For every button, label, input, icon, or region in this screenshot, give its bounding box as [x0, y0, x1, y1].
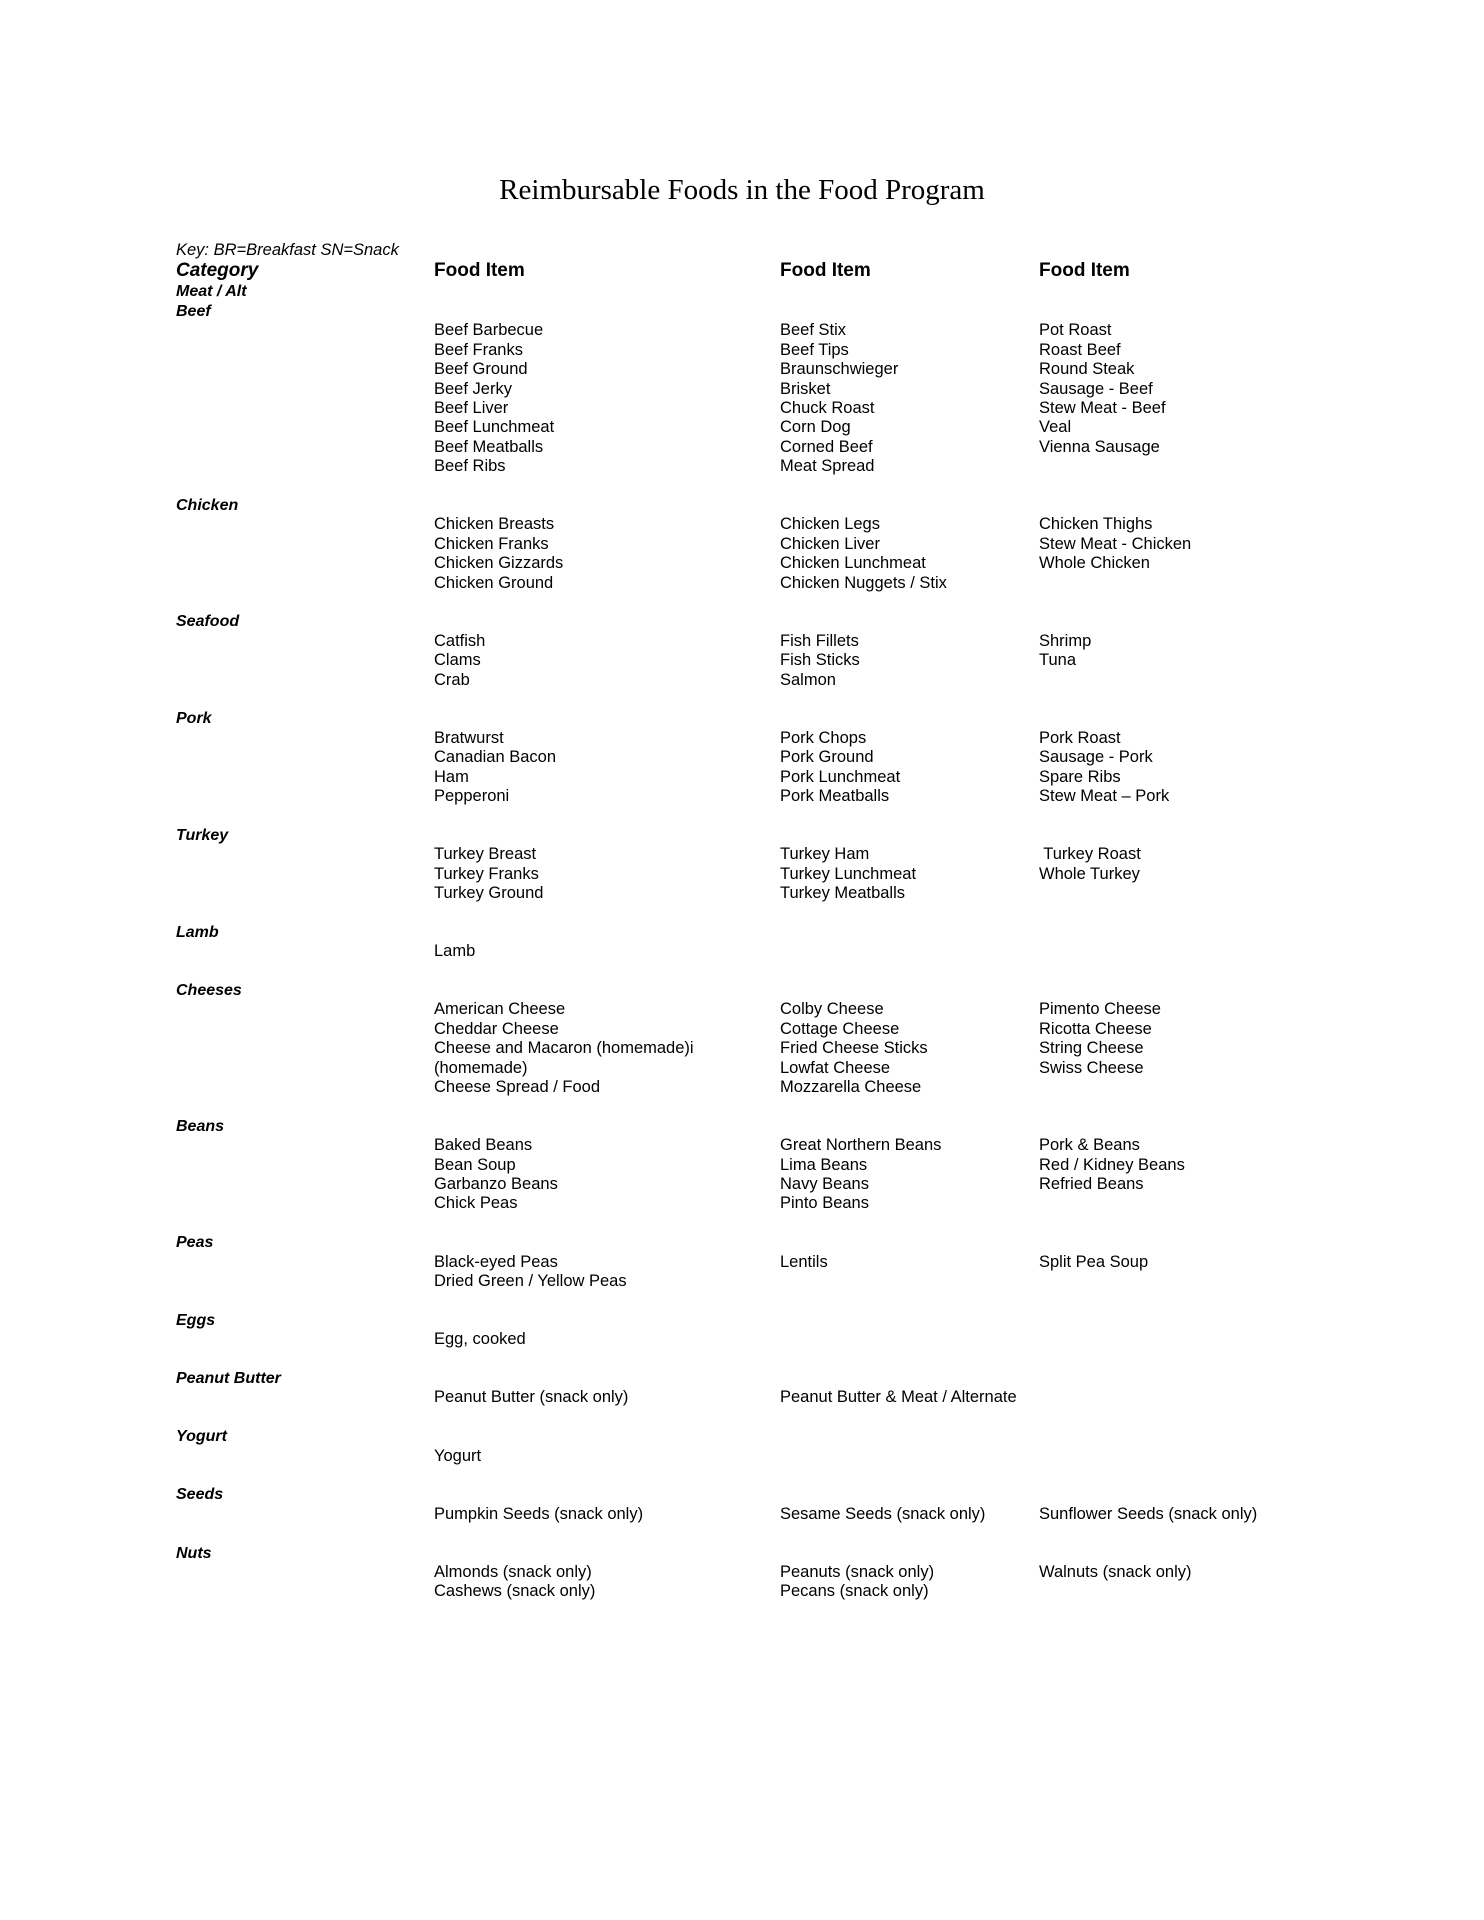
food-item: Lamb — [434, 942, 476, 961]
food-item: Pork Meatballs — [780, 787, 890, 805]
page-title: Reimbursable Foods in the Food Program — [499, 174, 985, 206]
food-column-3 — [1039, 1563, 1192, 1582]
food-item: Crab — [434, 670, 470, 689]
food-item: Braunschwieger — [780, 360, 899, 379]
category-section — [0, 1544, 1484, 1622]
category-section — [0, 923, 1484, 981]
category-label: Chicken — [176, 497, 239, 514]
category-section — [0, 1427, 1484, 1485]
food-item: Bratwurst — [434, 728, 504, 747]
food-column-1 — [434, 1000, 694, 1097]
food-item: Beef Meatballs — [434, 437, 544, 456]
food-item: Brisket — [780, 379, 831, 398]
food-item: Mozzarella Cheese — [780, 1077, 922, 1096]
food-item: Pinto Beans — [780, 1194, 869, 1213]
food-item: Pumpkin Seeds (snack only) — [434, 1504, 644, 1523]
food-column-2 — [780, 1000, 928, 1097]
food-column-1 — [434, 845, 543, 903]
food-column-1 — [434, 321, 554, 476]
food-item: Fish Sticks — [780, 651, 860, 670]
food-item: Roast Beef — [1039, 340, 1121, 359]
food-item: Garbanzo Beans — [434, 1174, 558, 1193]
group-label: Meat / Alt — [176, 283, 247, 300]
food-item: Red / Kidney Beans — [1039, 1155, 1185, 1174]
food-item: Pecans (snack only) — [780, 1582, 929, 1601]
food-item: Veal — [1039, 418, 1072, 437]
food-item: Stew Meat - Beef — [1039, 399, 1166, 418]
food-item: Beef Stix — [780, 321, 847, 340]
category-section — [0, 1485, 1484, 1543]
food-column-1 — [434, 1136, 558, 1214]
food-item: Stew Meat – Pork — [1039, 787, 1170, 805]
food-column-1 — [434, 1330, 526, 1349]
category-section — [0, 612, 1484, 709]
food-item: Great Northern Beans — [780, 1136, 942, 1155]
food-item: Turkey Ham — [780, 845, 870, 864]
food-item: Pork Chops — [780, 728, 867, 747]
category-label: Cheeses — [176, 981, 242, 999]
food-item: Clams — [434, 651, 481, 670]
food-column-1 — [434, 1253, 627, 1292]
food-item: Chicken Thighs — [1039, 515, 1153, 534]
food-item: Bean Soup — [434, 1155, 516, 1174]
food-item: Colby Cheese — [780, 1000, 884, 1019]
category-label: Pork — [176, 710, 212, 728]
category-label: Lamb — [176, 923, 219, 941]
food-item: Tuna — [1039, 651, 1076, 670]
food-item: Pork Lunchmeat — [780, 767, 901, 786]
food-item: Beef Lunchmeat — [434, 418, 555, 437]
category-label: Peas — [176, 1234, 214, 1252]
category-section — [0, 1117, 1484, 1233]
food-item: Beef Franks — [434, 340, 523, 359]
food-item: Yogurt — [434, 1446, 482, 1465]
food-column-1 — [434, 1505, 643, 1524]
food-item: Salmon — [780, 670, 836, 689]
food-item: Cheese Spread / Food — [434, 1077, 601, 1096]
food-column-2 — [780, 1136, 941, 1214]
food-item: Corned Beef — [780, 437, 873, 456]
food-item: Chicken Nuggets / Stix — [780, 573, 947, 592]
key-legend: Key: BR=Breakfast SN=Snack — [176, 241, 399, 259]
food-item: Lowfat Cheese — [780, 1058, 891, 1077]
category-label: Peanut Butter — [176, 1369, 281, 1387]
food-item: Beef Ribs — [434, 457, 506, 476]
food-item: Turkey Breast — [434, 845, 537, 864]
category-section — [0, 1311, 1484, 1369]
food-item: Chicken Lunchmeat — [780, 554, 926, 573]
food-item: Stew Meat - Chicken — [1039, 534, 1192, 553]
food-item: Beef Jerky — [434, 379, 512, 398]
food-column-3 — [1039, 1136, 1185, 1194]
header-food-item-1: Food Item — [434, 260, 525, 281]
header-food-item-2: Food Item — [780, 260, 871, 281]
food-column-1 — [434, 1447, 481, 1466]
food-item: Beef Barbecue — [434, 321, 544, 340]
category-section — [0, 496, 1484, 612]
food-item: Pork Ground — [780, 748, 874, 767]
food-item: Corn Dog — [780, 418, 851, 437]
food-item: Whole Chicken — [1039, 554, 1150, 573]
category-label: Yogurt — [176, 1428, 227, 1446]
food-item: Chicken Franks — [434, 534, 549, 553]
food-item: Cheese and Macaron (homemade)i — [434, 1039, 694, 1058]
food-item: Dried Green / Yellow Peas — [434, 1271, 627, 1290]
food-item: (homemade) — [434, 1058, 528, 1077]
food-item: Beef Tips — [780, 340, 849, 359]
food-item: Lentils — [780, 1252, 828, 1271]
food-item: Ricotta Cheese — [1039, 1019, 1152, 1038]
category-label: Seafood — [176, 613, 240, 631]
food-column-1 — [434, 1388, 628, 1407]
food-column-2 — [780, 321, 898, 476]
food-column-1 — [434, 729, 556, 807]
food-item: Beef Ground — [434, 360, 528, 379]
food-item: American Cheese — [434, 1000, 566, 1019]
food-item: Cottage Cheese — [780, 1019, 900, 1038]
food-item: Egg, cooked — [434, 1330, 526, 1349]
category-section — [0, 1369, 1484, 1427]
food-item: Round Steak — [1039, 360, 1135, 379]
category-label: Beans — [176, 1117, 225, 1135]
food-item: Cashews (snack only) — [434, 1582, 596, 1601]
food-item: Fried Cheese Sticks — [780, 1039, 928, 1058]
food-item: Pork & Beans — [1039, 1136, 1140, 1155]
category-section — [0, 302, 1484, 496]
food-item: Peanut Butter & Meat / Alternate — [780, 1388, 1017, 1407]
category-label: Beef — [176, 303, 211, 320]
food-table — [0, 302, 1484, 1621]
food-column-1 — [434, 1563, 595, 1602]
food-column-2 — [780, 1388, 1017, 1407]
food-item: Peanut Butter (snack only) — [434, 1388, 629, 1407]
food-column-3 — [1039, 729, 1169, 807]
category-label: Seeds — [176, 1486, 224, 1504]
food-column-2 — [780, 632, 860, 690]
food-item: Shrimp — [1039, 631, 1092, 650]
food-item: Black-eyed Peas — [434, 1252, 558, 1271]
food-column-3 — [1039, 632, 1091, 671]
food-column-3 — [1039, 1000, 1161, 1078]
food-item: Spare Ribs — [1039, 767, 1121, 786]
food-item: Chicken Gizzards — [434, 554, 564, 573]
food-item: Pot Roast — [1039, 321, 1112, 340]
food-item: Chuck Roast — [780, 399, 875, 418]
food-item: Chick Peas — [434, 1194, 518, 1213]
food-item: Fish Fillets — [780, 631, 859, 650]
food-item: Chicken Liver — [780, 534, 880, 553]
food-item: Refried Beans — [1039, 1174, 1144, 1193]
food-column-1 — [434, 515, 563, 593]
category-label: Turkey — [176, 826, 229, 844]
category-section — [0, 1233, 1484, 1311]
food-column-3 — [1039, 1505, 1257, 1524]
food-item: Sausage - Pork — [1039, 748, 1153, 767]
food-column-3 — [1039, 515, 1191, 573]
food-column-2 — [780, 1253, 828, 1272]
food-item: Ham — [434, 767, 469, 786]
food-item: String Cheese — [1039, 1039, 1144, 1058]
food-item: Vienna Sausage — [1039, 437, 1160, 456]
food-item: Walnuts (snack only) — [1039, 1562, 1192, 1581]
food-item: Baked Beans — [434, 1136, 533, 1155]
food-item: Sesame Seeds (snack only) — [780, 1504, 986, 1523]
food-item: Turkey Meatballs — [780, 883, 906, 902]
food-item: Split Pea Soup — [1039, 1252, 1149, 1271]
category-section — [0, 709, 1484, 825]
food-item: Peanuts (snack only) — [780, 1562, 935, 1581]
food-column-1 — [434, 632, 485, 690]
food-column-2 — [780, 729, 900, 807]
food-item: Turkey Ground — [434, 883, 544, 902]
food-item: Swiss Cheese — [1039, 1058, 1144, 1077]
food-item: Almonds (snack only) — [434, 1562, 592, 1581]
food-item: Pork Roast — [1039, 728, 1121, 747]
food-item: Meat Spread — [780, 457, 875, 476]
food-column-2 — [780, 1505, 985, 1524]
header-food-item-3: Food Item — [1039, 260, 1130, 281]
food-item: Sausage - Beef — [1039, 379, 1153, 398]
category-label: Nuts — [176, 1544, 212, 1562]
food-item: Turkey Lunchmeat — [780, 864, 917, 883]
food-item: Pimento Cheese — [1039, 1000, 1161, 1019]
food-column-3 — [1039, 1253, 1148, 1272]
food-column-2 — [780, 1563, 934, 1602]
food-item: Chicken Ground — [434, 573, 554, 592]
food-column-3 — [1039, 321, 1166, 457]
food-item: Turkey Franks — [434, 864, 539, 883]
food-item: Sunflower Seeds (snack only) — [1039, 1504, 1258, 1523]
header-category: Category — [176, 260, 259, 281]
food-item: Pepperoni — [434, 787, 510, 805]
food-column-2 — [780, 515, 947, 593]
food-item: Chicken Legs — [780, 515, 880, 534]
food-column-1 — [434, 942, 475, 961]
category-section — [0, 981, 1484, 1117]
category-label: Eggs — [176, 1311, 216, 1329]
category-section — [0, 826, 1484, 923]
food-item: Catfish — [434, 631, 486, 650]
food-column-2 — [780, 845, 916, 903]
food-item: Canadian Bacon — [434, 748, 557, 767]
food-item: Whole Turkey — [1039, 864, 1140, 883]
food-item: Turkey Roast — [1039, 845, 1141, 864]
food-item: Lima Beans — [780, 1155, 868, 1174]
food-item: Cheddar Cheese — [434, 1019, 559, 1038]
food-column-3 — [1039, 845, 1141, 884]
food-item: Chicken Breasts — [434, 515, 555, 534]
food-item: Navy Beans — [780, 1174, 869, 1193]
food-item: Beef Liver — [434, 399, 509, 418]
